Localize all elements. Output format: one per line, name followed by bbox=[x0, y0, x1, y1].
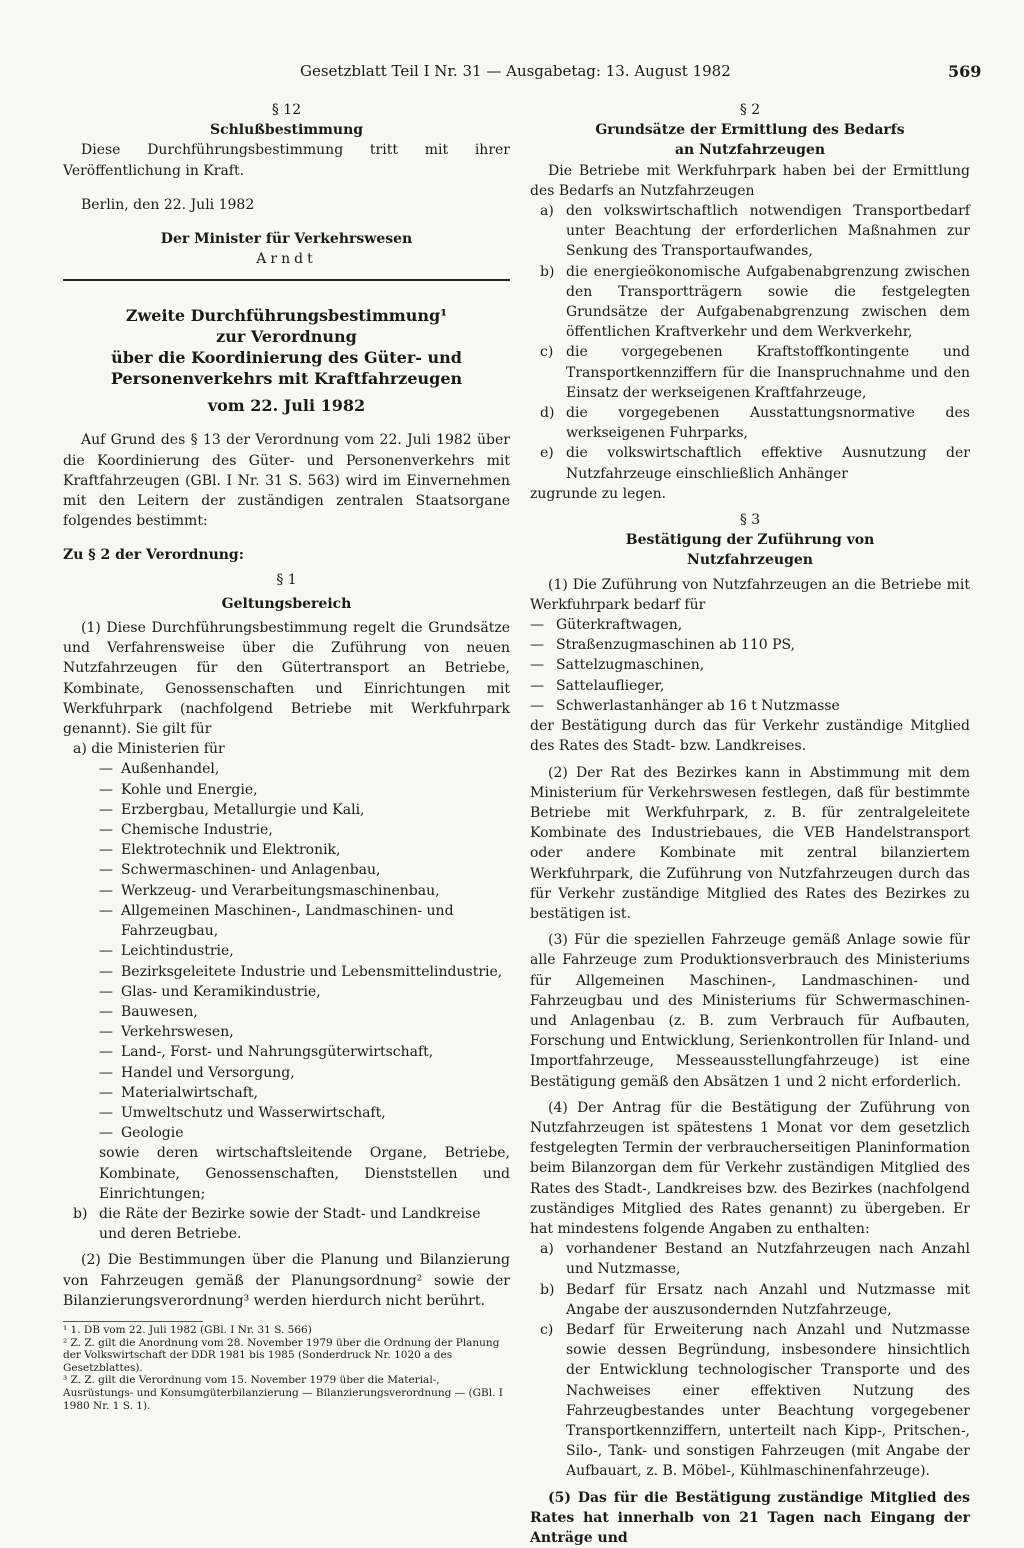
list-item: — Glas- und Keramikindustrie, bbox=[99, 983, 321, 1000]
divider bbox=[63, 279, 510, 281]
section-12-number: § 12 bbox=[271, 102, 302, 118]
section-3-para-2: (2) Der Rat des Bezirkes kann in Abstimmung mit dem Ministerium für Verkehrswesen festlegen, daß für bestimmte Betriebe mit Werkfuhrpark, z. B. für zentralgeleitete Kombinate des Industriebaues, die VEB Handelstransport oder andere Kombinate mit zentral bilanziertem Werkfuhrpark, die Zuführung von Nutzfahrzeugen durch das für Verkehr zuständige Mitglied des Rates des Bezirkes zu bestätigen ist. bbox=[530, 764, 970, 922]
section-12-text: Diese Durchführungsbestimmung tritt mit ihrer Veröffentlichung in Kraft. bbox=[63, 142, 510, 179]
section-2-title: Grundsätze der Ermittlung des Bedarfs an Nutzfahrzeugen bbox=[595, 122, 905, 159]
running-header: Gesetzblatt Teil I Nr. 31 — Ausgabetag: 13. August 1982 bbox=[300, 62, 731, 80]
section-3-para-5: (5) Das für die Bestätigung zuständige Mitglied des Rates hat innerhalb von 21 Tagen nach Eingang der Anträge und bbox=[530, 1489, 970, 1547]
section-3-title: Bestätigung der Zuführung von Nutzfahrzeugen bbox=[625, 532, 875, 569]
item-a-tail: sowie deren wirtschaftsleitende Organe, Betriebe, Kombinate, Genossenschaften, Dienststellen und Einrichtungen; bbox=[99, 1145, 510, 1202]
footnote-1: ¹ 1. DB vom 22. Juli 1982 (GBl. I Nr. 31 S. 566) bbox=[63, 1323, 312, 1336]
list-item: a) vorhandener Bestand an Nutzfahrzeugen nach Anzahl und Nutzmasse, bbox=[540, 1241, 970, 1278]
section-3-para-1-tail: der Bestätigung durch das für Verkehr zuständige Mitglied des Rates des Stadt- bzw. Landkreises. bbox=[530, 718, 970, 755]
ministries-list bbox=[63, 759, 510, 1143]
list-item: — Elektrotechnik und Elektronik, bbox=[99, 842, 341, 859]
list-item: b) die energieökonomische Aufgabenabgrenzung zwischen den Transportträgern sowie die festgelegten Grundsätze der Aufgabenabgrenzung zwischen dem öffentlichen Kraftverkehr und dem Werkverkehr, bbox=[540, 263, 970, 341]
list-item: e) die volkswirtschaftlich effektive Ausnutzung der Nutzfahrzeuge einschließlich Anhänger bbox=[540, 445, 970, 482]
title-line-3: über die Koordinierung des Güter- und bbox=[111, 348, 462, 368]
page-number: 569 bbox=[948, 62, 982, 81]
list-item: — Handel und Versorgung, bbox=[99, 1064, 295, 1081]
preamble: Auf Grund des § 13 der Verordnung vom 22. Juli 1982 über die Koordinierung des Güter- und Personenverkehrs mit Kraftfahrzeugen (GBl. I Nr. 31 S. 563) wird im Einvernehmen mit den Leitern der zuständigen zentralen Staatsorgane folgendes bestimmt: bbox=[63, 432, 510, 530]
list-item: c) die vorgegebenen Kraftstoffkontingente und Transportkennziffern für die Inanspruchnahme und den Einsatz der werkseigenen Kraftfahrzeuge, bbox=[540, 344, 970, 401]
left-column bbox=[63, 100, 510, 1412]
list-item: d) die vorgegebenen Ausstattungsnormative des werkseigenen Fuhrparks, bbox=[540, 405, 970, 442]
list-item: — Erzbergbau, Metallurgie und Kali, bbox=[99, 801, 365, 818]
list-item: — Leichtindustrie, bbox=[99, 943, 234, 960]
list-item: — Sattelauflieger, bbox=[530, 677, 665, 694]
list-item: — Umweltschutz und Wasserwirtschaft, bbox=[99, 1104, 386, 1121]
application-items bbox=[530, 1239, 970, 1481]
list-item: — Bauwesen, bbox=[99, 1003, 198, 1020]
title-line-4: Personenverkehrs mit Kraftfahrzeugen bbox=[110, 369, 463, 389]
list-item: — Verkehrswesen, bbox=[99, 1024, 234, 1041]
place-date: Berlin, den 22. Juli 1982 bbox=[81, 196, 255, 213]
list-item: — Allgemeinen Maschinen-, Landmaschinen- und Fahrzeugbau, bbox=[99, 902, 454, 940]
section-2-number: § 2 bbox=[739, 102, 761, 118]
list-item: — Straßenzugmaschinen ab 110 PS, bbox=[530, 637, 796, 654]
footnote-3: ³ Z. Z. gilt die Verordnung vom 15. November 1979 über die Material-, Ausrüstungs- und Konsumgüterbilanzierung — Bilanzierungsverordnung — (GBl. I 1980 Nr. 1 S. 1). bbox=[63, 1374, 503, 1412]
list-item: — Güterkraftwagen, bbox=[530, 617, 683, 634]
item-b bbox=[63, 1204, 510, 1244]
title-line-2: zur Verordnung bbox=[216, 327, 357, 347]
section-2-intro: Die Betriebe mit Werkfuhrpark haben bei der Ermittlung des Bedarfs an Nutzfahrzeugen bbox=[530, 162, 970, 199]
list-item: — Land-, Forst- und Nahrungsgüterwirtschaft, bbox=[99, 1044, 434, 1061]
item-a-intro: a) die Ministerien für bbox=[73, 741, 225, 758]
title-line-1: Zweite Durchführungsbestimmung¹ bbox=[125, 306, 448, 326]
minister-name: Arndt bbox=[256, 251, 317, 268]
section-3-para-1: (1) Die Zuführung von Nutzfahrzeugen an die Betriebe mit Werkfuhrpark bedarf für bbox=[530, 576, 970, 613]
list-item: — Schwerlastanhänger ab 16 t Nutzmasse bbox=[530, 697, 840, 714]
footnote-2: ² Z. Z. gilt die Anordnung vom 28. November 1979 über die Ordnung der Planung der Volkswirtschaft der DDR 1981 bis 1985 (Sonderdruck Nr. 1020 a des Gesetzblattes). bbox=[63, 1336, 500, 1374]
list-item: c) Bedarf für Erweiterung nach Anzahl und Nutzmasse sowie dessen Begründung, insbesondere hinsichtlich der Entwicklung technologischer Transporte und des Nachweises einer effektiven Nutzung des Fahrzeugbestandes unter Beachtung vorgegebener Transportkennziffern, unterteilt nach Kipp-, Pritschen-, Silo-, Tank- und sonstigen Fahrzeugen (mit Angabe der Aufbauart, z. B. Möbel-, Kühlmaschinenfahrzeuge). bbox=[540, 1321, 970, 1480]
list-item: — Sattelzugmaschinen, bbox=[530, 657, 705, 674]
list-item: — Außenhandel, bbox=[99, 761, 220, 778]
footnotes bbox=[63, 1321, 503, 1412]
section-3-para-3: (3) Für die speziellen Fahrzeuge gemäß Anlage sowie für alle Fahrzeuge zum Produktionsverbrauch des Ministeriums für Allgemeinen Maschinen-, Landmaschinen- und Fahrzeugbau und des Ministeriums für Schwermaschinen- und Anlagenbau (z. B. zum Verbrauch für Aufbauten, Forschung und Entwicklung, Serienkontrollen für Inland- und Importfahrzeuge, Messeausstellungfahrzeuge) ist eine Bestätigung gemäß den Absätzen 1 und 2 nicht erforderlich. bbox=[530, 932, 970, 1090]
section-12-title: Schlußbestimmung bbox=[209, 122, 364, 139]
right-column bbox=[530, 100, 970, 1548]
section-1-para-2: (2) Die Bestimmungen über die Planung und Bilanzierung von Fahrzeugen gemäß der Planungsordnung² sowie der Bilanzierungsverordnung³ werden hierdurch nicht berührt. bbox=[63, 1252, 510, 1309]
section-1-para-1: (1) Diese Durchführungsbestimmung regelt die Grundsätze und Verfahrensweise über die Zuführung von neuen Nutzfahrzeugen für den Gütertransport an Betriebe, Kombinate, Genossenschaften und Einrichtungen mit Werkfuhrpark (nachfolgend Betriebe mit Werkfuhrpark genannt). Sie gilt für bbox=[63, 620, 510, 738]
section-1-title: Geltungsbereich bbox=[221, 595, 352, 612]
subheading-zu-2: Zu § 2 der Verordnung: bbox=[63, 547, 244, 564]
list-item: — Schwermaschinen- und Anlagenbau, bbox=[99, 862, 381, 879]
list-item: b) die Räte der Bezirke sowie der Stadt- und Landkreise und deren Betriebe. bbox=[73, 1205, 481, 1243]
vehicle-list bbox=[530, 615, 970, 716]
list-item: — Bezirksgeleitete Industrie und Lebensmittelindustrie, bbox=[99, 963, 503, 980]
list-item: b) Bedarf für Ersatz nach Anzahl und Nutzmasse mit Angabe der auszusondernden Nutzfahrzeuge, bbox=[540, 1281, 970, 1318]
section-3-para-4: (4) Der Antrag für die Bestätigung der Zuführung von Nutzfahrzeugen ist spätestens 1 Monat vor dem gesetzlich festgelegten Termin der verbraucherseitigen Planinformation beim Bilanzorgan dem für Verkehr zuständigen Mitglied des Rates des Stadt-, Landkreises bzw. des Bezirkes (nachfolgend zuständiges Mitglied des Rates genannt) zu übergeben. Er hat mindestens folgende Angaben zu enthalten: bbox=[530, 1099, 970, 1237]
list-item: a) den volkswirtschaftlich notwendigen Transportbedarf unter Beachtung der erforderlichen Maßnahmen zur Senkung des Transportaufwandes, bbox=[540, 203, 970, 260]
list-item: — Kohle und Energie, bbox=[99, 781, 258, 798]
section-3-number: § 3 bbox=[739, 512, 761, 529]
title-date: vom 22. Juli 1982 bbox=[207, 396, 366, 416]
list-item: — Chemische Industrie, bbox=[99, 822, 273, 839]
list-item: — Werkzeug- und Verarbeitungsmaschinenbau, bbox=[99, 882, 440, 899]
section-2-list bbox=[530, 201, 970, 484]
minister-title: Der Minister für Verkehrswesen bbox=[160, 231, 413, 248]
section-2-tail: zugrunde zu legen. bbox=[530, 485, 667, 502]
section-1-number: § 1 bbox=[276, 571, 297, 588]
list-item: — Materialwirtschaft, bbox=[99, 1084, 259, 1101]
list-item: — Geologie bbox=[99, 1125, 184, 1142]
